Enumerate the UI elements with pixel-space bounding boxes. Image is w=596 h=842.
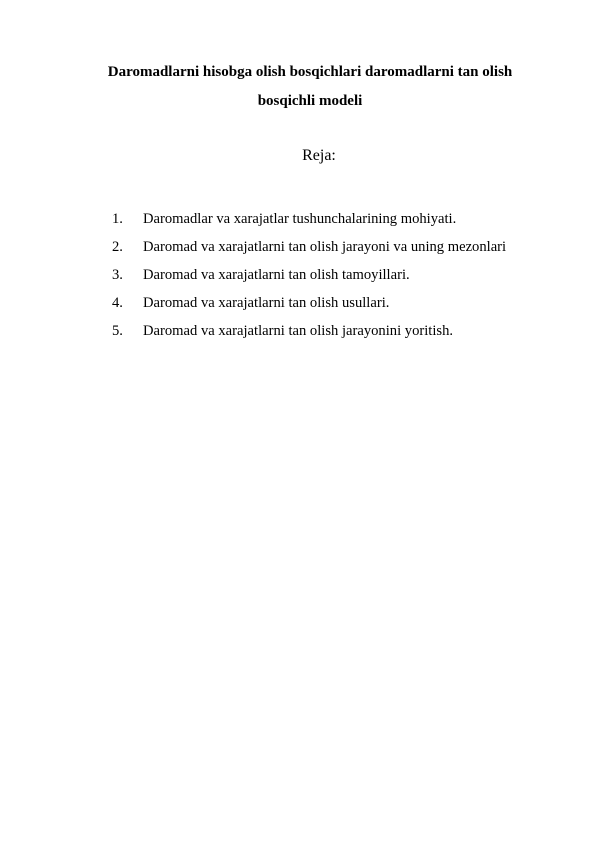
plan-item [112, 321, 506, 349]
plan-item-number: 4. [112, 295, 123, 311]
plan-item-text: Daromad va xarajatlarni tan olish tamoyillari. [143, 267, 410, 283]
document-title [80, 58, 540, 116]
plan-item-number: 3. [112, 267, 123, 283]
plan-item-text: Daromad va xarajatlarni tan olish usullari. [143, 295, 390, 311]
plan-item [112, 209, 506, 237]
plan-item-text: Daromad va xarajatlarni tan olish jarayonini yoritish. [143, 323, 454, 339]
plan-item [112, 293, 506, 321]
document-title-line-1: Daromadlarni hisobga olish bosqichlari daromadlarni tan olish [107, 64, 513, 80]
plan-item [112, 265, 506, 293]
plan-item-number: 1. [112, 211, 123, 227]
document-title-line-2: bosqichli modeli [257, 93, 363, 109]
plan-item [112, 237, 506, 265]
plan-item-text: Daromadlar va xarajatlar tushunchalarining mohiyati. [143, 211, 457, 227]
plan-item-number: 2. [112, 239, 123, 255]
plan-item-text: Daromad va xarajatlarni tan olish jarayoni va uning mezonlari [143, 239, 507, 255]
plan-heading: Reja: [302, 147, 336, 164]
plan-item-number: 5. [112, 323, 123, 339]
plan-list [112, 209, 506, 349]
